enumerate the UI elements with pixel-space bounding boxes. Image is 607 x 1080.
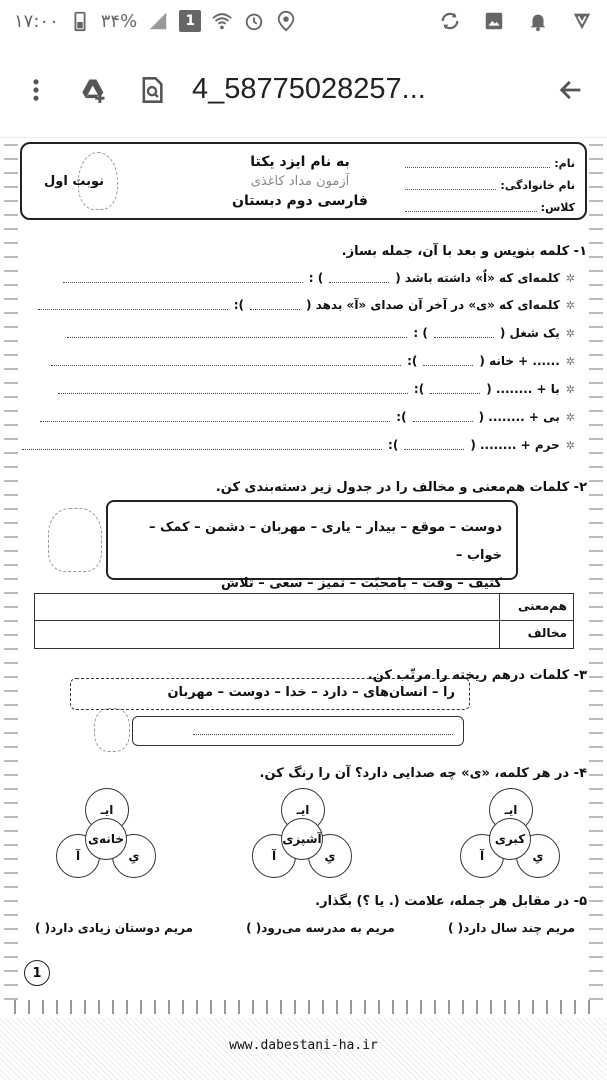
cartoon-child-image	[94, 708, 130, 752]
battery-icon	[69, 10, 91, 32]
q1-item-1: ✲ کلمه‌ای که «اٌ» داشته باشد ( ) :	[63, 271, 575, 285]
signal-icon	[147, 10, 169, 32]
document-title: 4_58775028257...	[192, 73, 426, 105]
page-number: 1	[24, 960, 50, 986]
question-4-title: ۴- در هر کلمه، «ی» چه صدایی دارد؟ آن را رنگ کن.	[259, 766, 587, 781]
q1-item-5: ✲ با + ........ ( ):	[58, 382, 575, 396]
venn-group-3: ایـ آ یِ خانه‌ی	[56, 788, 156, 888]
search-in-document-icon[interactable]	[130, 68, 174, 112]
exam-subject: فارسی دوم دبستان	[232, 193, 368, 209]
q1-item-7: ✲ حرم + ........ ( ):	[22, 438, 575, 452]
family-label: نام خانوادگی:	[500, 178, 575, 192]
cartoon-character-image	[48, 508, 102, 572]
venn-center-word: خانه‌ی	[85, 818, 127, 860]
venn-group-2: ایـ آ یِ آشپزی	[252, 788, 352, 888]
alarm-icon	[243, 10, 265, 32]
notification-bell-icon	[527, 10, 549, 32]
q1-item-2: ✲ کلمه‌ای که «ی» در آخر آن صدای «آ» بدهد ( ):	[38, 298, 575, 312]
word-bank-line-2: کثیف – وقت – بامحبّت – تمیز – سعی – تلاش	[221, 576, 502, 591]
word-bank	[106, 500, 518, 591]
clock: ۱۷:۰۰	[14, 10, 59, 32]
more-vert-icon[interactable]	[14, 68, 58, 112]
exam-title-block	[215, 154, 385, 209]
venn-center-word: آشپزی	[281, 818, 323, 860]
decorative-border	[8, 1000, 599, 1014]
student-fields	[405, 152, 575, 218]
answer-box	[132, 716, 464, 746]
add-to-drive-icon[interactable]	[72, 68, 116, 112]
exam-turn: نوبت اول	[44, 174, 105, 189]
name-label: نام:	[554, 156, 575, 170]
website-footer: www.dabestani-ha.ir	[229, 1038, 378, 1053]
exam-page	[20, 138, 587, 1018]
sync-icon	[439, 10, 461, 32]
invocation: به نام ایزد یکتا	[250, 154, 350, 170]
synonym-antonym-table	[34, 593, 574, 649]
exam-header	[20, 142, 587, 220]
image-icon	[483, 10, 505, 32]
app-toolbar	[0, 42, 607, 138]
back-arrow-icon[interactable]	[549, 68, 593, 112]
word-bank-line-1: دوست – موقع – بیدار – یاری – مهربان – دشمن – کمک – خواب –	[148, 520, 502, 563]
venn-center-word: کبری	[489, 818, 531, 860]
q1-item-6: ✲ بی + ........ ( ):	[40, 410, 575, 424]
question-5-title: ۵- در مقابل هر جمله، علامت (. یا ؟) بگذار.	[315, 894, 587, 909]
synonym-row-label: هم‌معنی	[499, 594, 573, 620]
q1-item-3: ✲ یک شغل ( ) :	[67, 326, 575, 340]
class-label: کلاس:	[540, 200, 575, 214]
question-1-title: ۱- کلمه بنویس و بعد با آن، جمله بساز.	[341, 244, 587, 259]
location-icon	[275, 10, 297, 32]
question-3-title: ۳- کلمات درهم ریخته را مرتّب کن.	[367, 668, 587, 683]
q5-item-3: مریم دوستان زیادی دارد( )	[35, 921, 193, 935]
wifi-icon	[211, 10, 233, 32]
q5-item-1: مریم چند سال دارد( )	[447, 921, 575, 935]
exam-type: آزمون مداد کاغذی	[250, 174, 350, 189]
question-2-title: ۲- کلمات هم‌معنی و مخالف را در جدول زیر دسته‌بندی کن.	[215, 480, 587, 495]
q5-sentences	[35, 921, 575, 935]
decorative-border	[4, 138, 18, 1008]
sim-icon: 1	[179, 10, 201, 32]
q5-item-2: مریم به مدرسه می‌رود( )	[246, 921, 395, 935]
scrambled-words: را – انسان‌های – دارد – خدا – دوست – مهربان	[70, 678, 470, 710]
vpn-shield-icon	[571, 10, 593, 32]
battery-percent: ۳۴%	[100, 10, 138, 32]
venn-group-1: ایـ آ یِ کبری	[460, 788, 560, 888]
q1-item-4: ✲ ...... + خانه ( ):	[51, 354, 575, 368]
decorative-border	[589, 138, 603, 1008]
antonym-row-label: مخالف	[499, 621, 573, 648]
document-viewer[interactable]	[0, 138, 607, 1080]
status-bar	[0, 0, 607, 42]
